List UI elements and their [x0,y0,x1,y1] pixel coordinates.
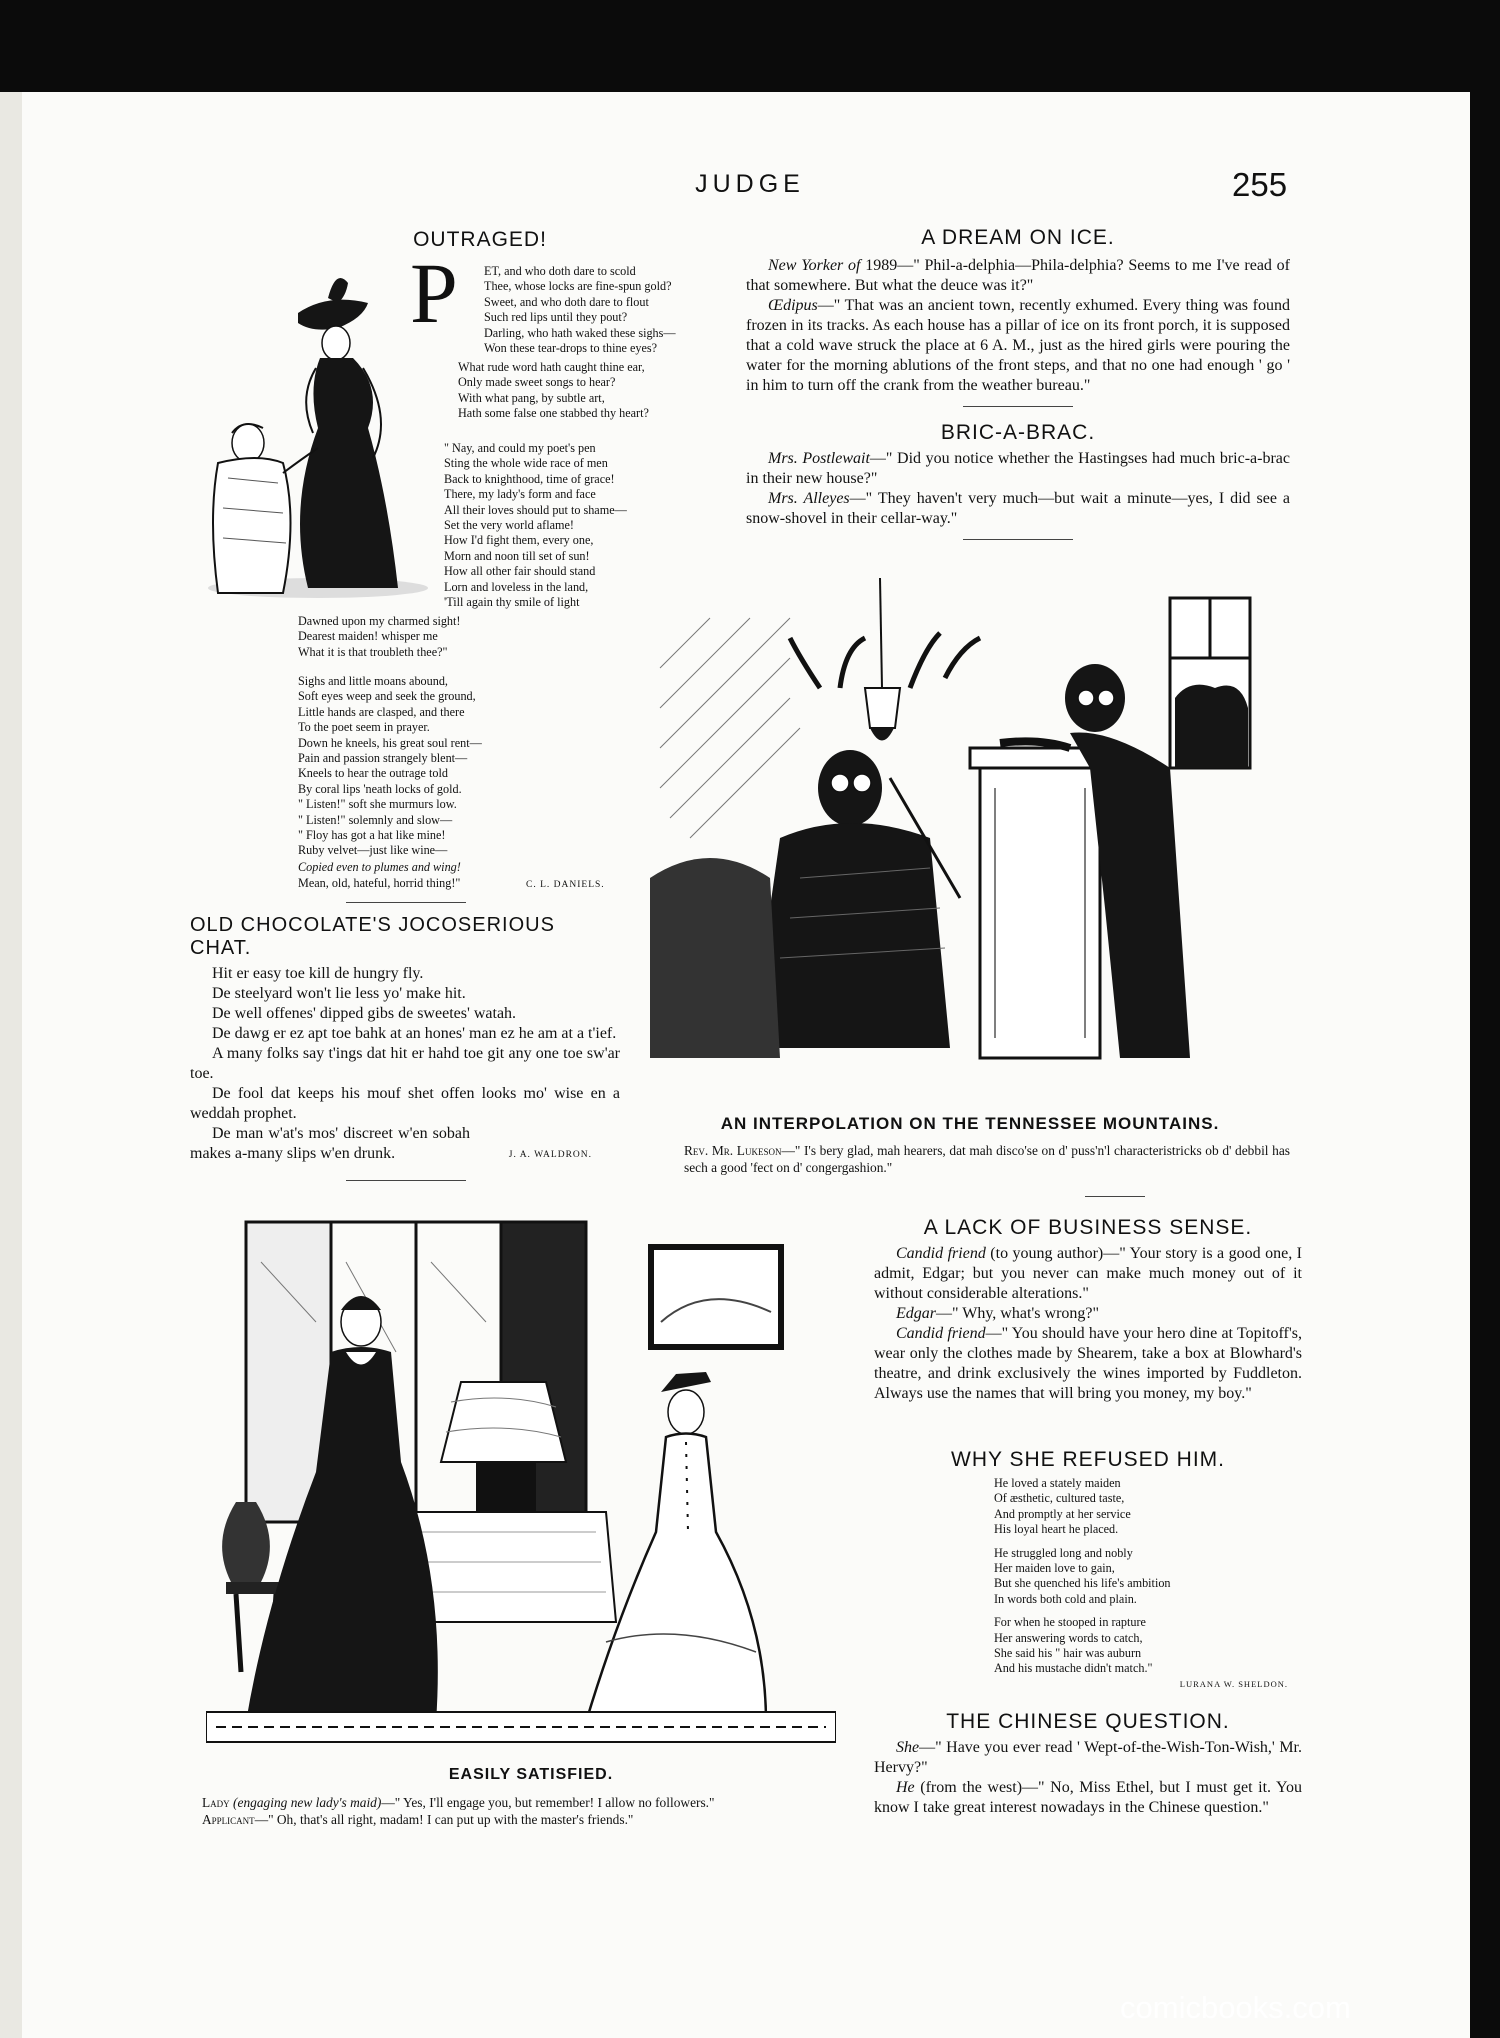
outraged-title: OUTRAGED! [413,228,547,251]
outraged-author: C. L. DANIELS. [526,880,605,890]
chocolate-author: J. A. WALDRON. [508,1150,592,1160]
dream-speaker-1: New Yorker of [768,257,861,274]
chocolate-line: De well offenes' dipped gibs de sweetes' watah. [212,1005,517,1022]
interpolation-caption [650,1114,1290,1176]
business-para-3: Candid friend—" You should have your hero dine at Topitoff's, wear only the clothes made by Shearem, take a box at Blowhard's theatre, and drink exclusively the wines imported by Fuddleton. Always use the names that will bring you money, my boy." [874,1325,1302,1402]
chocolate-line: A many folks say t'ings dat hit er hahd toe git any one toe sw'ar toe. [190,1045,620,1082]
divider [346,902,466,903]
business-section [874,1216,1302,1404]
bricabrac-title: BRIC-A-BRAC. [940,421,1096,444]
business-para-2: Edgar—" Why, what's wrong?" [896,1305,1100,1322]
refused-stanza: He loved a stately maiden Of æsthetic, cultured taste, And promptly at her service His loyal heart he placed. [994,1476,1131,1537]
page-number: 255 [1232,166,1288,203]
bricabrac-para-1: Mrs. Postlewait—" Did you notice whether the Hastingses had much bric-a-brac in their new house?" [746,450,1290,487]
business-title: A LACK OF BUSINESS SENSE. [923,1216,1253,1239]
satisfied-caption [196,1766,866,1828]
outraged-stanza-1: ET, and who doth dare to scold Thee, whose locks are fine-spun gold? Sweet, and who doth dare to flout Such red lips until they pout? Darling, who hath waked these sighs— Won these tear-drops to thine eyes? [484,264,676,356]
chinese-para-2: He (from the west)—" No, Miss Ethel, but I must get it. You know I take great interest nowadays in the Chinese question." [874,1779,1302,1816]
outraged-stanza-2: " Nay, and could my poet's pen Sting the whole wide race of men Back to knighthood, time of grace! There, my lady's form and face All their loves should put to shame— Set the very world aflame! How I'd fight them, every one, Morn and noon till set of sun! How all other fair should stand Lorn and loveless in the land, 'Till again thy smile of light [444,441,627,610]
chinese-title: THE CHINESE QUESTION. [946,1710,1230,1733]
outraged-last-line: Mean, old, hateful, horrid thing!" [298,876,461,890]
chocolate-line: De man w'at's mos' discreet w'en sobah makes a-many slips w'en drunk. [190,1125,470,1162]
lovers-illustration [188,258,448,603]
watermark: comicbooks.com [1120,1990,1351,2025]
interpolation-text: Rev. Mr. Lukeson—" I's bery glad, mah hearers, dat mah disco'se on d' puss'n'l characteristricks ob d' debbil has sech a good 'fect on d' congergashion." [684,1143,1290,1175]
dream-title: A DREAM ON ICE. [921,226,1115,249]
divider [963,539,1073,540]
outraged-stanza-3-italic: Copied even to plumes and wing! [298,860,461,874]
outraged-stanza-2-end: Dawned upon my charmed sight! Dearest maiden! whisper me What it is that troubleth thee?" [298,614,461,659]
divider [346,1180,466,1181]
dream-para-1: New Yorker of 1989—" Phil-a-delphia—Phila-delphia? Seems to me I've read of that somewhere. But what the deuce was it?" [746,257,1290,294]
chocolate-line: De dawg er ez apt toe bahk at an hones' man ez he am at a t'ief. [212,1025,617,1042]
refused-stanza: He struggled long and nobly Her maiden love to gain, But she quenched his life's ambition In words both cold and plain. [994,1545,1171,1606]
chocolate-line: De steelyard won't lie less yo' make hit. [212,985,466,1002]
divider [963,406,1073,407]
chinese-section [874,1710,1302,1818]
drop-cap: P [410,245,458,341]
satisfied-lady-line: Lady (engaging new lady's maid)—" Yes, I'll engage you, but remember! I allow no followers." [202,1795,715,1810]
divider [1085,1196,1145,1197]
chocolate-line: De fool dat keeps his mouf shet offen looks mo' wise en a weddah prophet. [190,1085,620,1122]
chinese-para-1: She—" Have you ever read ' Wept-of-the-Wish-Ton-Wish,' Mr. Hervy?" [874,1739,1302,1776]
parlor-illustration [206,1202,836,1752]
chocolate-title: OLD CHOCOLATE'S JOCOSERIOUS CHAT. [190,914,555,959]
running-title: JUDGE [695,170,805,198]
interpolation-speaker: Rev. Mr. Lukeson [684,1143,782,1158]
outraged-stanza-3: Sighs and little moans abound, Soft eyes weep and seek the ground, Little hands are clasped, and there To the poet seem in prayer. Down he kneels, his great soul rent— Pain and passion strangely blent— Kneels to hear the outrage told By coral lips 'neath locks of gold. " Listen!" soft she murmurs low. " Listen!" solemnly and slow— " Floy has got a hat like mine! Ruby velvet—just like wine— [298,674,482,858]
chocolate-line: Hit er easy toe kill de hungry fly. [212,965,424,982]
bricabrac-para-2: Mrs. Alleyes—" They haven't very much—but wait a minute—yes, I did see a snow-shovel in their cellar-way." [746,490,1291,527]
preacher-illustration [650,578,1256,1078]
refused-author: LURANA W. SHELDON. [1179,1678,1288,1689]
refused-title: WHY SHE REFUSED HIM. [951,1448,1225,1471]
satisfied-applicant-line: Applicant—" Oh, that's all right, madam! I can put up with the master's friends." [202,1812,634,1827]
refused-section [874,1448,1302,1689]
chocolate-section [190,914,620,1164]
dream-section [746,226,1290,554]
business-para-1: Candid friend (to young author)—" Your story is a good one, I admit, Edgar; but you never can make much money out of it without considerable alterations." [874,1245,1302,1302]
interpolation-title: AN INTERPOLATION ON THE TENNESSEE MOUNTAINS. [720,1114,1220,1133]
dream-speaker-2: Œdipus [768,297,818,314]
outraged-stanza-1-rest: What rude word hath caught thine ear, Only made sweet songs to hear? With what pang, by subtle art, Hath some false one stabbed thy heart? [458,360,649,421]
dream-para-2: Œdipus—" That was an ancient town, recently exhumed. Every thing was found frozen in its tracks. As each house has a pillar of ice on its front porch, it is supposed that a cold wave struck the place at 6 A. M., just as the hired girls were pouring the water for the morning ablutions of the front steps, and that no one had enough ' go ' in him to turn off the crank from the weather bureau." [746,297,1290,394]
satisfied-title: EASILY SATISFIED. [448,1766,614,1783]
refused-stanza: For when he stooped in rapture Her answering words to catch, She said his " hair was auburn And his mustache didn't match." [994,1615,1153,1676]
